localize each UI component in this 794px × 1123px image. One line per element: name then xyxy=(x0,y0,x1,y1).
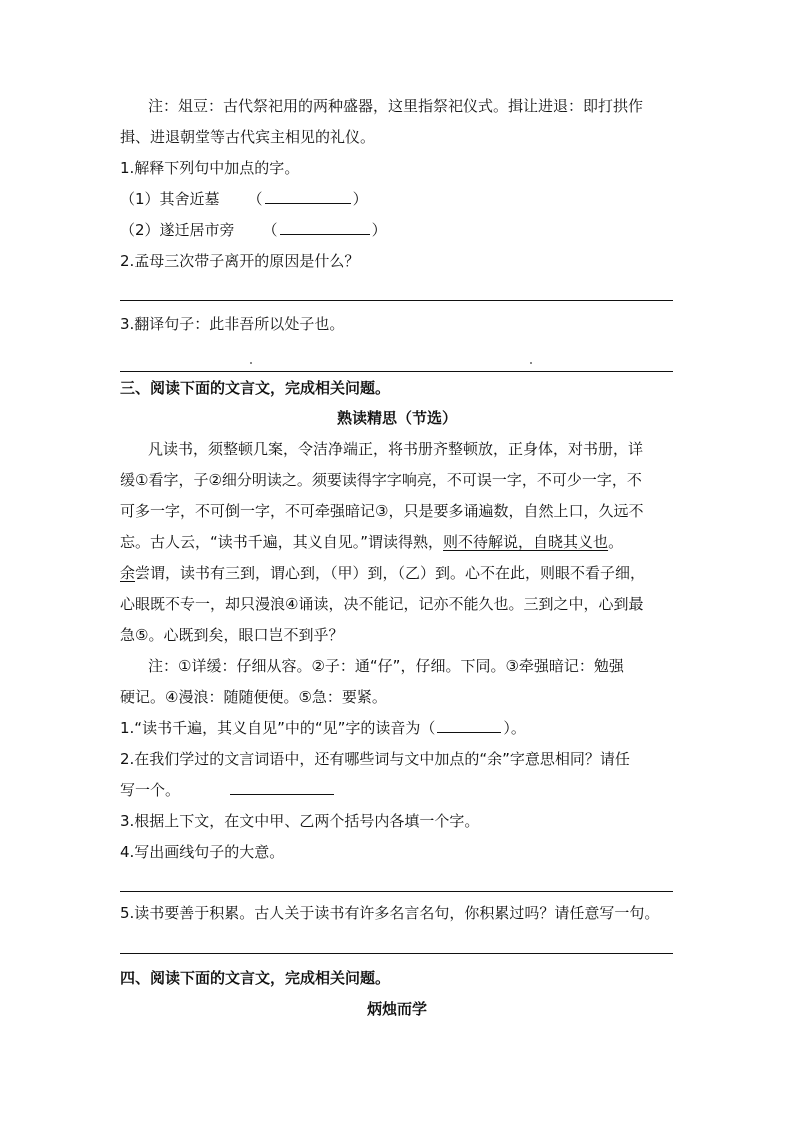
passage-line: 心眼既不专一，却只漫浪④诵读，决不能记，记亦不能久也。三到之中，心到最 xyxy=(120,595,644,613)
passage-line: 凡读书，须整顿几案，令洁净端正，将书册齐整顿放，正身体，对书册，详 xyxy=(148,440,644,458)
note-line: 注：①详缓：仔细从容。②子：通“仔”，仔细。下同。③牵强暗记：勉强 xyxy=(148,657,624,675)
speck xyxy=(530,362,532,364)
passage-line: 缓①看字，子②细分明读之。须要读得字字响亮，不可误一字，不可少一字，不 xyxy=(120,471,642,489)
paren-open: （ xyxy=(247,190,263,208)
question-text: 1.“读书千遍，其义自见”中的“见”字的读音为（ xyxy=(120,719,436,737)
section-heading: 三、阅读下面的文言文，完成相关问题。 xyxy=(120,379,391,397)
dotted-character-yu: 余 xyxy=(120,564,136,582)
note-line: 注：俎豆：古代祭祀用的两种盛器，这里指祭祀仪式。揖让进退：即打拱作 xyxy=(148,97,644,115)
paren-close: ） xyxy=(352,190,368,208)
answer-blank[interactable] xyxy=(265,189,351,204)
answer-line[interactable] xyxy=(120,371,673,372)
passage-title: 熟读精思（节选） xyxy=(336,409,457,427)
passage-text: 忘。古人云，“读书千遍，其义自见。”谓读得熟， xyxy=(120,533,444,551)
answer-blank[interactable] xyxy=(280,220,370,235)
question-2: 2.在我们学过的文言词语中，还有哪些词与文中加点的“余”字意思相同？请任 xyxy=(120,750,630,768)
question-1: 1.解释下列句中加点的字。 xyxy=(120,159,300,177)
passage-title: 炳烛而学 xyxy=(366,1000,427,1018)
passage-line xyxy=(120,531,680,553)
answer-blank[interactable] xyxy=(437,718,501,733)
passage-line: 可多一字，不可倒一字，不可牵强暗记③，只是要多诵遍数，自然上口，久远不 xyxy=(120,502,644,520)
answer-line[interactable] xyxy=(120,300,673,301)
passage-text: 。 xyxy=(608,533,624,551)
section-heading: 四、阅读下面的文言文，完成相关问题。 xyxy=(120,969,391,987)
note-line: 硬记。④漫浪：随随便便。⑤急：要紧。 xyxy=(120,688,387,706)
question-2-cont xyxy=(120,779,680,801)
item-text: （1）其舍近墓 xyxy=(120,190,220,208)
question-1-item-1 xyxy=(120,188,680,210)
answer-line[interactable] xyxy=(120,953,673,954)
question-5: 5.读书要善于积累。古人关于读书有许多名言名句，你积累过吗？请任意写一句。 xyxy=(120,904,660,922)
paren-open: （ xyxy=(262,221,278,239)
paren-close: ） xyxy=(371,221,387,239)
passage-line xyxy=(120,562,680,584)
question-3: 3.翻译句子：此非吾所以处子也。 xyxy=(120,315,345,333)
question-text: ）。 xyxy=(503,719,526,737)
question-1-item-2 xyxy=(120,219,680,241)
speck xyxy=(250,362,252,364)
passage-line: 急⑤。心既到矣，眼口岂不到乎？ xyxy=(120,626,344,644)
item-text: （2）遂迁居市旁 xyxy=(120,221,235,239)
answer-blank[interactable] xyxy=(230,780,334,795)
question-2: 2.孟母三次带子离开的原因是什么？ xyxy=(120,252,360,270)
passage-text: 尝谓，读书有三到，谓心到，（甲）到，（乙）到。心不在此，则眼不看子细， xyxy=(135,564,646,582)
question-3: 3.根据上下文，在文中甲、乙两个括号内各填一个字。 xyxy=(120,812,480,830)
note-line: 揖、进退朝堂等古代宾主相见的礼仪。 xyxy=(120,128,376,146)
question-4: 4.写出画线句子的大意。 xyxy=(120,843,285,861)
question-1 xyxy=(120,717,680,739)
underlined-sentence: 则不待解说，自晓其义也 xyxy=(443,533,609,551)
answer-line[interactable] xyxy=(120,891,673,892)
question-text: 写一个。 xyxy=(120,781,181,799)
